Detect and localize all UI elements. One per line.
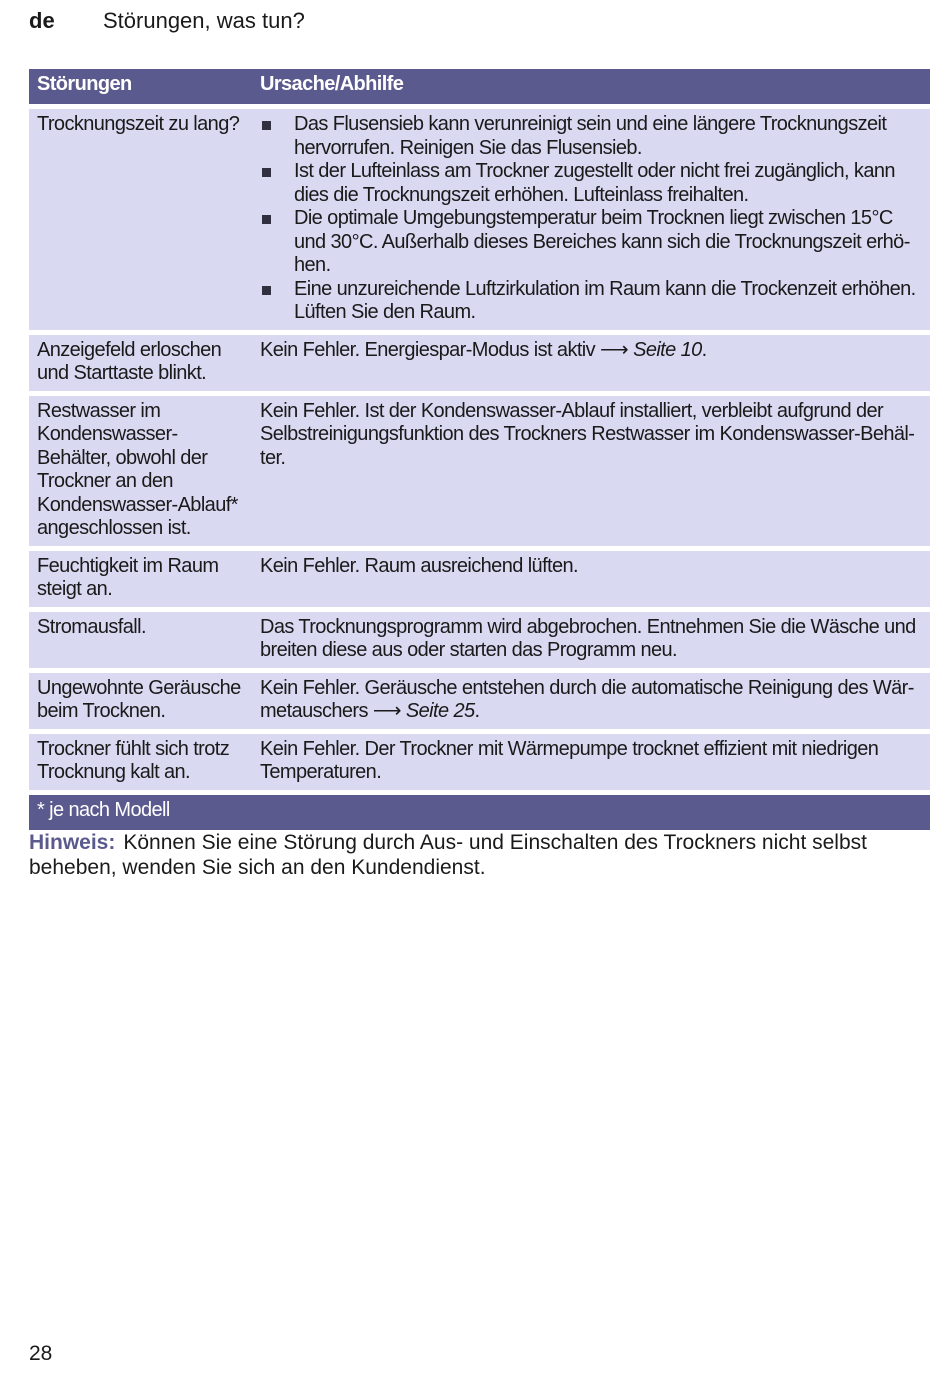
cause-text: Die optimale Umgebungstemperatur beim Trocknen liegt zwischen 15°C und 30°C. Außerhalb dieses Bereiches kann sich die Trocknungszeit erhöhen. bbox=[294, 207, 911, 276]
table-row bbox=[29, 335, 930, 391]
square-bullet-icon bbox=[262, 168, 271, 177]
cause-list bbox=[260, 113, 922, 325]
table-row bbox=[29, 673, 930, 729]
page-number: 28 bbox=[29, 1342, 53, 1365]
page-title: Störungen, was tun? bbox=[103, 8, 305, 33]
list-item bbox=[260, 160, 922, 207]
fault-cell: Trocknungszeit zu lang? bbox=[29, 109, 252, 330]
table-header-row bbox=[29, 69, 930, 104]
fault-cell: Ungewohnte Geräusche beim Trocknen. bbox=[29, 673, 252, 729]
language-code: de bbox=[29, 8, 55, 33]
remedy-cell bbox=[252, 335, 930, 391]
remedy-cell: Kein Fehler. Ist der Kondenswasser-Ablauf installiert, verbleibt aufgrund der Selbstreinigungsfunktion des Trockners Restwasser im Kondenswasser-Behälter. bbox=[252, 396, 930, 546]
footnote: * je nach Modell bbox=[29, 795, 930, 830]
remedy-text: Kein Fehler. Energiespar-Modus ist aktiv bbox=[260, 338, 596, 361]
remedy-cell bbox=[252, 673, 930, 729]
remedy-cell: Das Trocknungsprogramm wird abgebrochen. Entnehmen Sie die Wäsche und breiten diese aus oder starten das Programm neu. bbox=[252, 612, 930, 668]
square-bullet-icon bbox=[262, 286, 271, 295]
remedy-cell: Kein Fehler. Der Trockner mit Wärmepumpe trocknet effizient mit niedrigen Temperaturen. bbox=[252, 734, 930, 790]
page-reference bbox=[373, 700, 480, 722]
page-reference bbox=[600, 339, 707, 361]
page-reference-link[interactable]: Seite 25 bbox=[405, 700, 475, 722]
column-header-faults: Störungen bbox=[29, 69, 252, 104]
arrow-right-icon: ⟶ bbox=[372, 700, 401, 722]
cause-text: Eine unzureichende Luftzirkulation im Raum kann die Trockenzeit erhöhen. Lüften Sie den Raum. bbox=[294, 277, 916, 323]
hint-label: Hinweis: bbox=[29, 831, 116, 854]
troubleshooting-table bbox=[29, 64, 930, 835]
table-footer-row bbox=[29, 795, 930, 830]
list-item bbox=[260, 207, 922, 278]
table-row bbox=[29, 551, 930, 607]
cause-text: Das Flusensieb kann verunreinigt sein und eine längere Trocknungszeit hervorrufen. Reinigen Sie das Flusensieb. bbox=[294, 113, 887, 159]
fault-cell: Restwasser im Kondenswasser- Behälter, obwohl der Trockner an den Kondenswasser-Ablauf* angeschlossen ist. bbox=[29, 396, 252, 546]
remedy-cell: Kein Fehler. Raum ausreichend lüften. bbox=[252, 551, 930, 607]
table-row bbox=[29, 109, 930, 330]
square-bullet-icon bbox=[262, 215, 271, 224]
table-row bbox=[29, 612, 930, 668]
reference-punctuation: . bbox=[701, 338, 707, 361]
fault-cell: Anzeigefeld erloschen und Starttaste blinkt. bbox=[29, 335, 252, 391]
remedy-cell bbox=[252, 109, 930, 330]
square-bullet-icon bbox=[262, 121, 271, 130]
hint-note bbox=[29, 830, 934, 880]
table-row bbox=[29, 734, 930, 790]
fault-cell: Stromausfall. bbox=[29, 612, 252, 668]
hint-text: Können Sie eine Störung durch Aus- und Einschalten des Trockners nicht selbst beheben, wenden Sie sich an den Kundendienst. bbox=[29, 831, 867, 879]
fault-cell: Feuchtigkeit im Raum steigt an. bbox=[29, 551, 252, 607]
remedy-text: Kein Fehler. Geräusche entstehen durch die automatische Reinigung des Wärmetauschers bbox=[260, 676, 915, 722]
list-item bbox=[260, 278, 922, 325]
list-item bbox=[260, 113, 922, 160]
column-header-remedy: Ursache/Abhilfe bbox=[252, 69, 930, 104]
cause-text: Ist der Lufteinlass am Trockner zugestellt oder nicht frei zugänglich, kann dies die Trocknungszeit erhöhen. Lufteinlass freihalten. bbox=[294, 160, 895, 206]
table-row bbox=[29, 396, 930, 546]
page-reference-link[interactable]: Seite 10 bbox=[633, 338, 702, 361]
arrow-right-icon: ⟶ bbox=[600, 338, 629, 361]
fault-cell: Trockner fühlt sich trotz Trocknung kalt an. bbox=[29, 734, 252, 790]
reference-punctuation: . bbox=[474, 700, 480, 722]
